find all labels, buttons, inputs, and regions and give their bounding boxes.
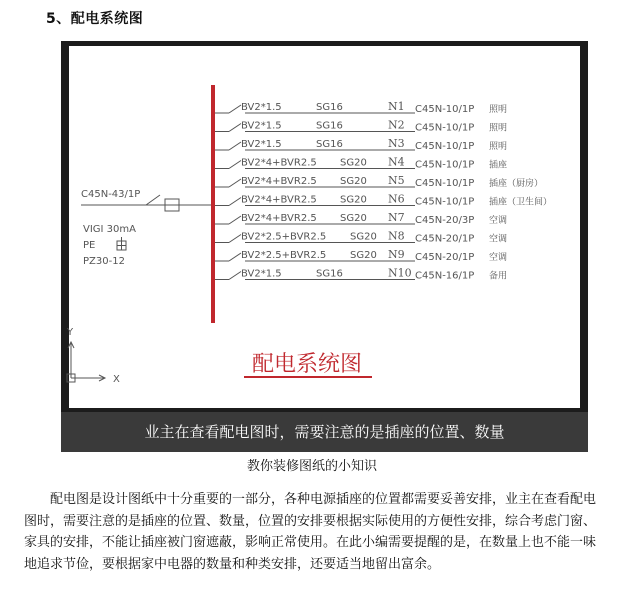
circuit-breaker: C45N-20/1P	[415, 252, 475, 263]
distribution-diagram	[61, 41, 588, 452]
circuit-conduit: SG20	[340, 213, 367, 224]
circuit-cable: BV2*1.5	[241, 268, 282, 280]
circuit-cable: BV2*4+BVR2.5	[241, 157, 317, 169]
main-breaker-label: C45N-43/1P	[81, 189, 141, 200]
circuit-cable: BV2*2.5+BVR2.5	[241, 250, 327, 261]
circuit-breaker: C45N-20/3P	[415, 215, 475, 226]
distribution-diagram-figure	[61, 41, 588, 452]
circuit-breaker: C45N-10/1P	[415, 104, 475, 115]
circuit-id: N10	[388, 266, 412, 280]
circuit-breaker: C45N-10/1P	[415, 122, 475, 134]
pe-label: PE	[83, 240, 96, 251]
circuit-cable: BV2*1.5	[241, 102, 282, 113]
circuit-breaker: C45N-10/1P	[415, 196, 475, 208]
banner-caption: 业主在查看配电图时，需要注意的是插座的位置、数量	[61, 412, 588, 452]
circuit-conduit: SG20	[350, 231, 377, 243]
circuit-breaker: C45N-20/1P	[415, 233, 475, 245]
circuit-use: 照明	[489, 142, 508, 152]
axis-x-label: X	[113, 374, 120, 385]
circuit-use: 照明	[489, 105, 508, 115]
figure-caption: 教你装修图纸的小知识	[246, 459, 377, 474]
busbar	[211, 85, 215, 323]
circuit-cable: BV2*1.5	[241, 120, 282, 132]
circuit-id: N4	[388, 155, 405, 169]
circuit-cable: BV2*4+BVR2.5	[241, 194, 317, 206]
circuit-conduit: SG20	[340, 176, 367, 187]
circuit-id: N3	[388, 137, 405, 150]
circuit-cable: BV2*1.5	[241, 139, 282, 150]
rcd-label: VIGI 30mA	[83, 224, 136, 235]
circuit-use: 插座（卫生间）	[489, 197, 553, 208]
circuit-breaker: C45N-10/1P	[415, 178, 475, 189]
circuit-use: 空调	[489, 234, 508, 245]
circuit-id: N9	[388, 248, 405, 261]
circuit-id: N2	[388, 118, 405, 132]
circuit-conduit: SG20	[340, 194, 367, 206]
circuit-use: 插座	[489, 160, 508, 171]
circuit-id: N8	[388, 229, 405, 243]
circuit-conduit: SG20	[350, 250, 377, 261]
circuit-id: N6	[388, 192, 405, 206]
circuit-use: 空调	[489, 253, 508, 263]
circuit-cable: BV2*4+BVR2.5	[241, 176, 317, 187]
diagram-title: 配电系统图	[251, 352, 363, 377]
article-paragraph: 配电图是设计图纸中十分重要的一部分，各种电源插座的位置都需要妥善安排，业主在查看配电图时，需要注意的是插座的位置、数量，位置的安排要根据实际使用的方便性安排，综合考虑门窗、家具的安排，不能让插座被门窗遮蔽，影响正常使用。在此小编需要提醒的是，在数量上也不能一味地追求节俭，要根据家中电器的数量和种类安排，还要适当地留出富余。	[24, 492, 597, 572]
section-heading: 5、配电系统图	[46, 11, 144, 27]
axis-y-label: Y	[67, 327, 74, 338]
circuit-cable: BV2*4+BVR2.5	[241, 213, 317, 224]
circuit-conduit: SG16	[316, 139, 343, 150]
circuit-conduit: SG16	[316, 268, 343, 280]
circuit-use: 备用	[489, 271, 508, 282]
circuit-breaker: C45N-10/1P	[415, 159, 475, 171]
circuit-conduit: SG20	[340, 157, 367, 169]
circuit-breaker: C45N-16/1P	[415, 270, 475, 282]
circuit-use: 空调	[489, 216, 508, 226]
circuit-id: N5	[388, 174, 405, 187]
circuit-cable: BV2*2.5+BVR2.5	[241, 231, 327, 243]
circuit-conduit: SG16	[316, 120, 343, 132]
circuit-conduit: SG16	[316, 102, 343, 113]
circuit-id: N7	[388, 211, 405, 224]
circuit-id: N1	[388, 100, 405, 113]
circuit-use: 插座（厨房）	[489, 179, 544, 189]
circuit-use: 照明	[489, 123, 508, 134]
distribution-box-label: PZ30-12	[83, 256, 125, 267]
circuit-breaker: C45N-10/1P	[415, 141, 475, 152]
